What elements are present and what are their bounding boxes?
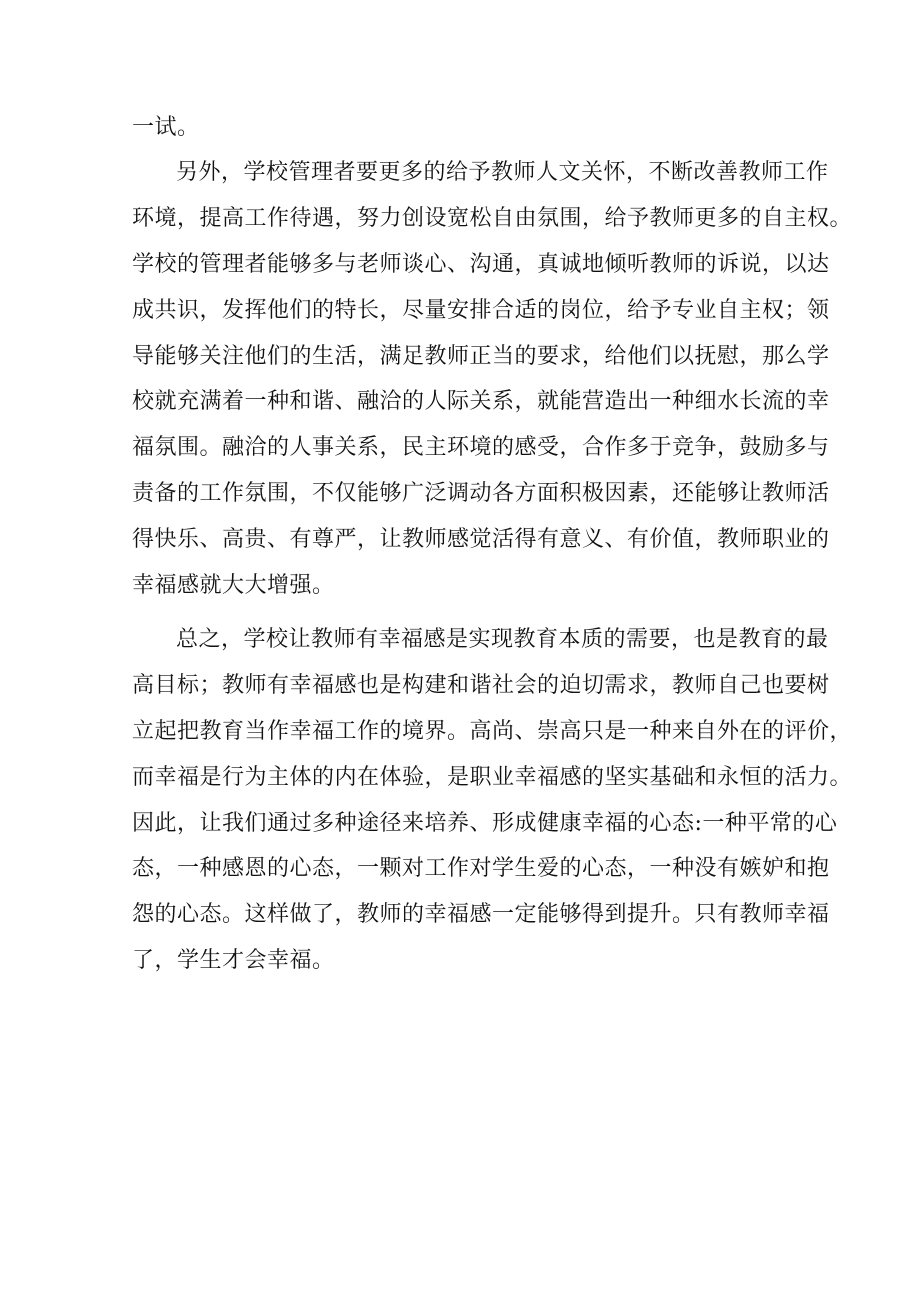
text-line: 校就充满着一种和谐、融洽的人际关系，就能营造出一种细水长流的幸	[132, 389, 830, 414]
text-line: 导能够关注他们的生活，满足教师正当的要求，给他们以抚慰，那么学	[132, 344, 830, 369]
text-line: 高目标；教师有幸福感也是构建和谐社会的迫切需求，教师自己也要树	[132, 673, 830, 698]
paragraph-start-line: 总之，学校让教师有幸福感是实现教育本质的需要，也是教育的最	[176, 627, 829, 652]
text-line: 因此，让我们通过多种途径来培养、形成健康幸福的心态:一种平常的心	[132, 811, 838, 836]
text-line: 而幸福是行为主体的内在体验，是职业幸福感的坚实基础和永恒的活力。	[132, 765, 853, 790]
text-line: 态，一种感恩的心态，一颗对工作对学生爱的心态，一种没有嫉妒和抱	[132, 856, 830, 881]
text-line: 怨的心态。这样做了，教师的幸福感一定能够得到提升。只有教师幸福	[132, 902, 830, 927]
text-line: 了，学生才会幸福。	[132, 948, 335, 973]
text-line: 环境，提高工作待遇，努力创设宽松自由氛围，给予教师更多的自主权。	[132, 206, 853, 231]
text-line: 立起把教育当作幸福工作的境界。高尚、崇高只是一种来自外在的评价，	[132, 719, 853, 744]
text-line: 幸福感就大大增强。	[132, 573, 335, 598]
text-line: 成共识，发挥他们的特长，尽量安排合适的岗位，给予专业自主权；领	[132, 298, 830, 323]
text-line: 得快乐、高贵、有尊严，让教师感觉活得有意义、有价值，教师职业的	[132, 527, 830, 552]
text-line: 一试。	[132, 115, 200, 140]
text-line: 福氛围。融洽的人事关系，民主环境的感受，合作多于竞争，鼓励多与	[132, 435, 830, 460]
paragraph-start-line: 另外，学校管理者要更多的给予教师人文关怀，不断改善教师工作	[176, 160, 829, 185]
text-line: 学校的管理者能够多与老师谈心、沟通，真诚地倾听教师的诉说，以达	[132, 252, 830, 277]
text-line: 责备的工作氛围，不仅能够广泛调动各方面积极因素，还能够让教师活	[132, 481, 830, 506]
